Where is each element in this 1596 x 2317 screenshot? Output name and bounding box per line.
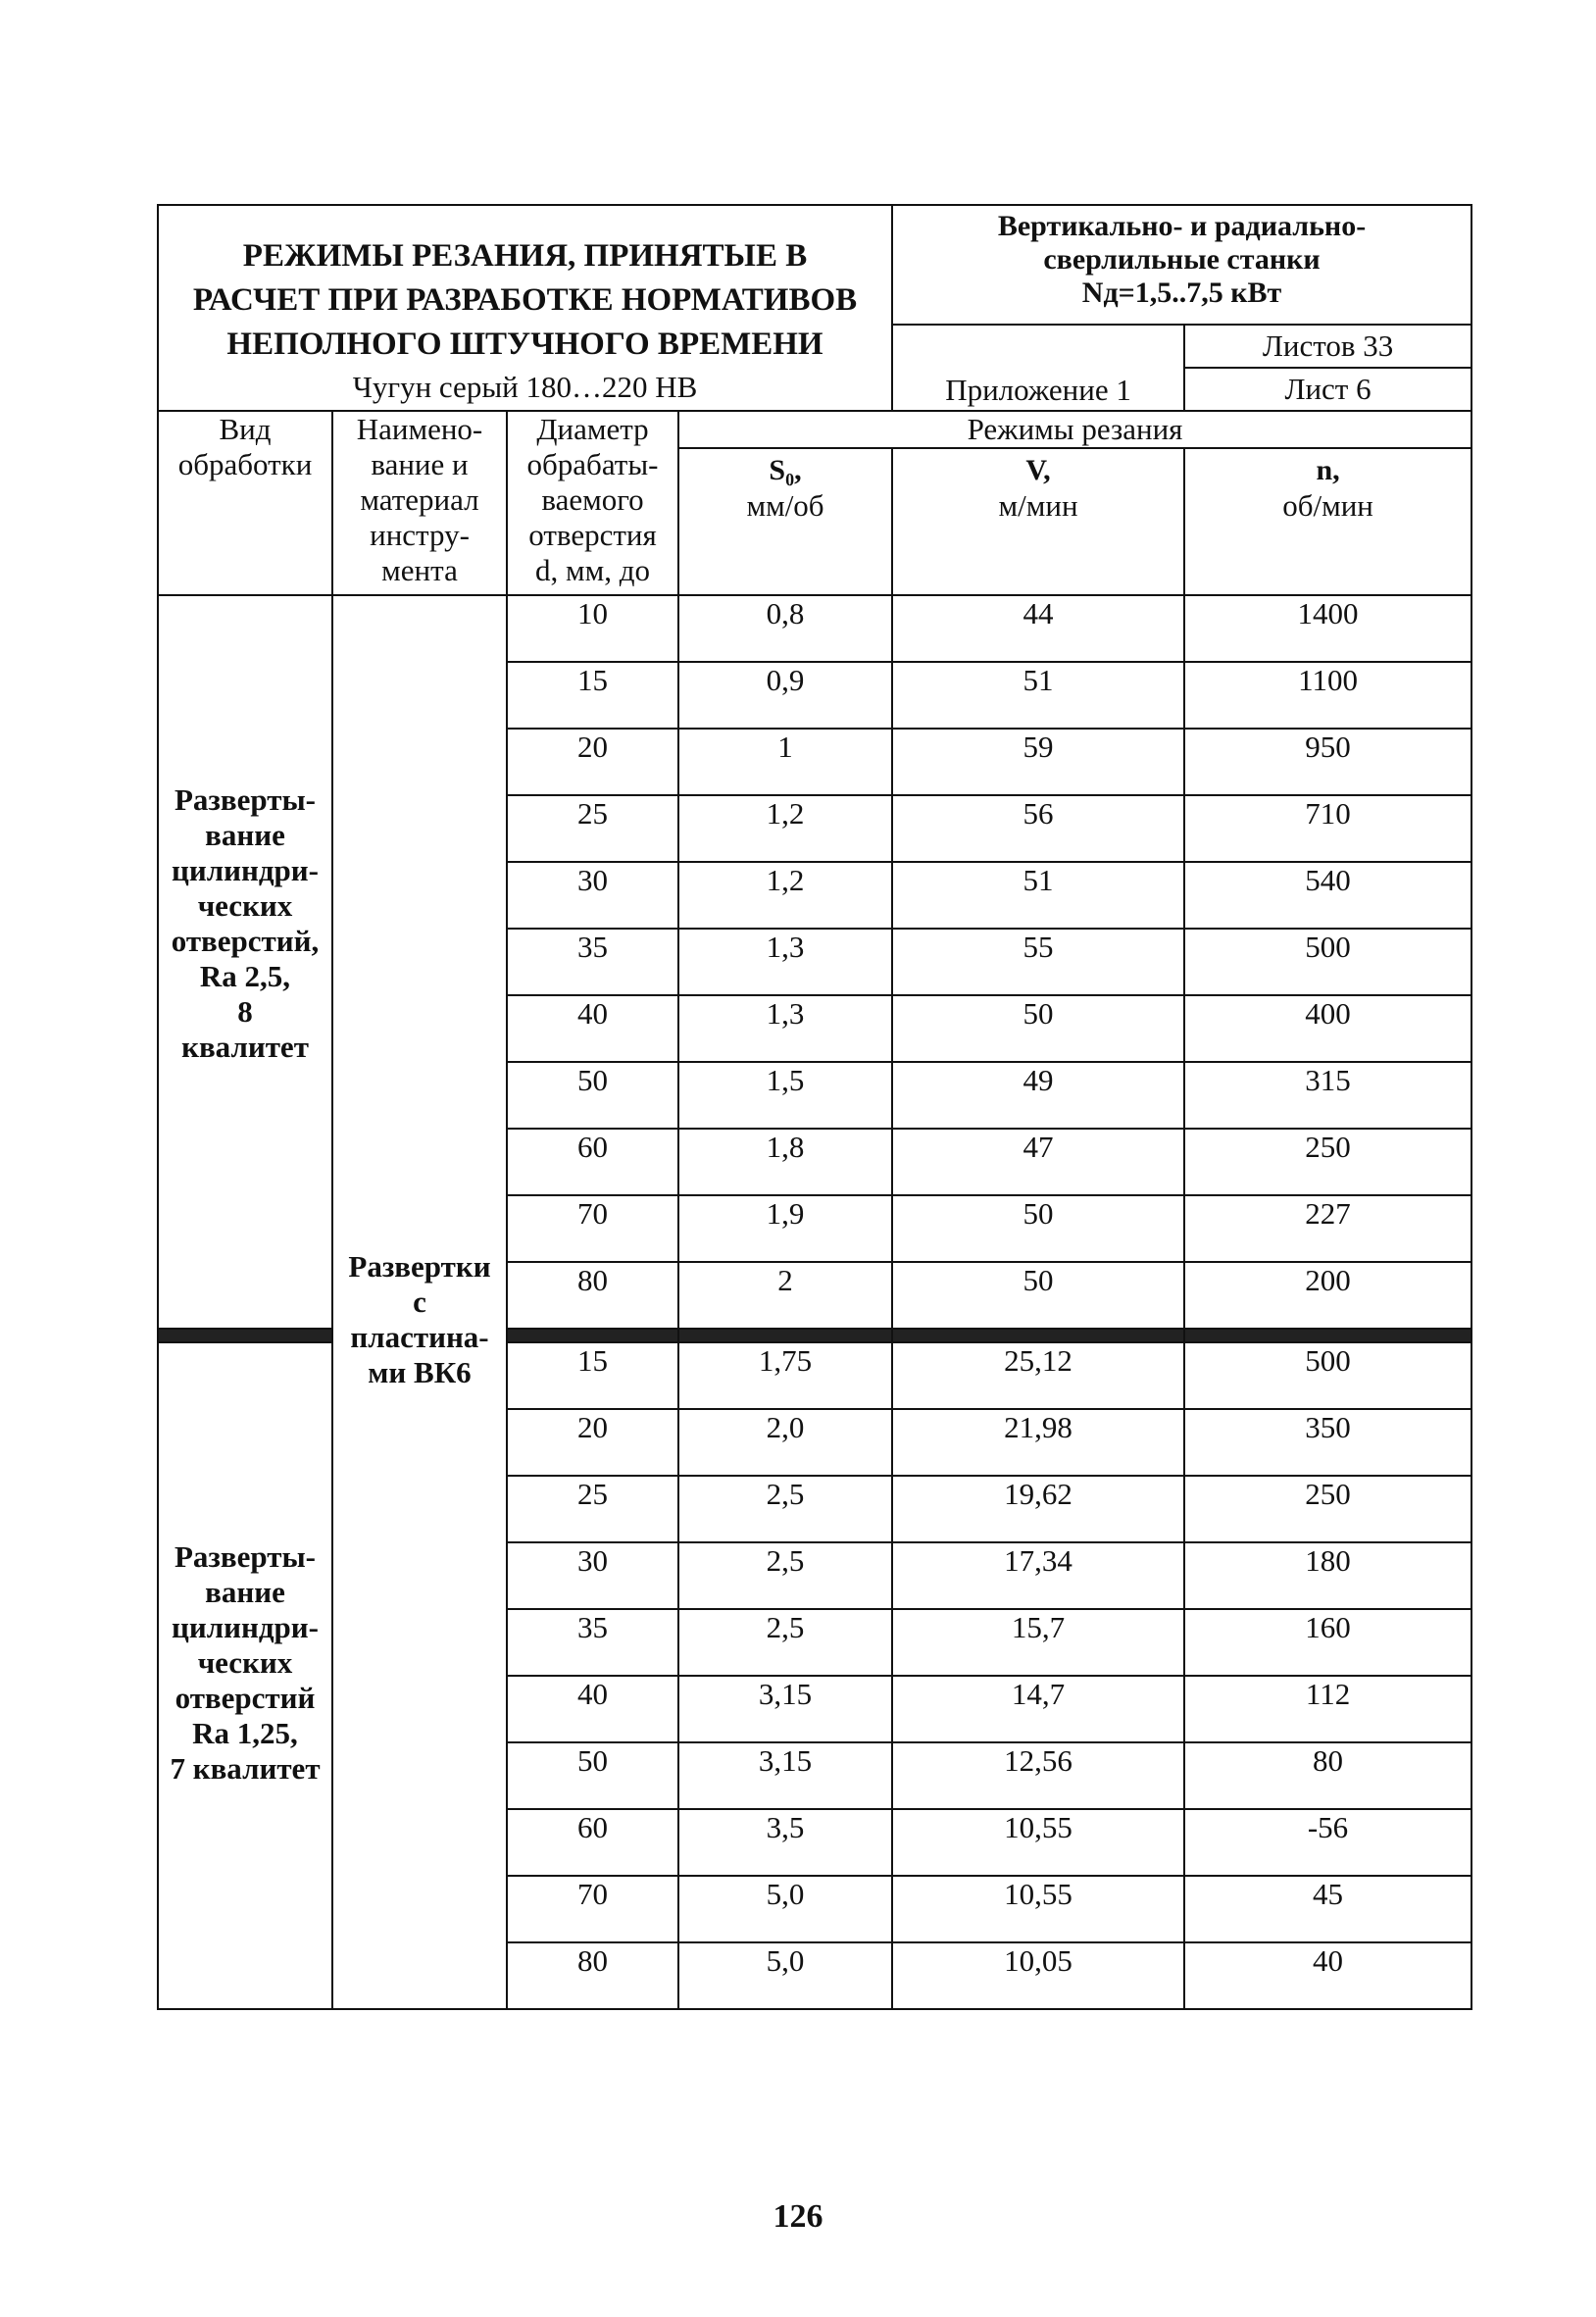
material-spec: Чугун серый 180…220 НВ xyxy=(352,369,698,404)
speed-cell: 49 xyxy=(892,1062,1184,1129)
diameter-cell: 40 xyxy=(507,1676,678,1742)
label-line: Разверты- xyxy=(175,782,316,817)
rpm-cell: 315 xyxy=(1184,1062,1471,1129)
rpm-cell: 350 xyxy=(1184,1409,1471,1476)
diameter-cell: 60 xyxy=(507,1129,678,1195)
feed-cell: 1,8 xyxy=(678,1129,892,1195)
diameter-cell: 20 xyxy=(507,1409,678,1476)
label-line: с xyxy=(413,1284,426,1319)
label-line: вание xyxy=(205,1575,285,1609)
feed-cell: 5,0 xyxy=(678,1942,892,2009)
speed-cell: 56 xyxy=(892,795,1184,862)
feed-cell: 1,2 xyxy=(678,862,892,929)
feed-cell: 1,75 xyxy=(678,1342,892,1409)
rpm-cell: 400 xyxy=(1184,995,1471,1062)
rpm-cell: 950 xyxy=(1184,729,1471,795)
sheet-number: Лист 6 xyxy=(1184,368,1471,411)
column-header-work-type: Вид обработки xyxy=(158,411,332,595)
rpm-cell: 1100 xyxy=(1184,662,1471,729)
diameter-cell: 25 xyxy=(507,1476,678,1542)
feed-cell: 1,3 xyxy=(678,929,892,995)
machine-line-2: сверлильные станки xyxy=(1043,243,1321,276)
separator-cell xyxy=(158,1329,332,1342)
speed-cell: 50 xyxy=(892,1195,1184,1262)
title-line-2: РАСЧЕТ ПРИ РАЗРАБОТКЕ НОРМАТИВОВ xyxy=(192,281,858,318)
rpm-cell: 250 xyxy=(1184,1129,1471,1195)
separator-cell xyxy=(678,1329,892,1342)
diameter-cell: 80 xyxy=(507,1262,678,1329)
column-header-modes: Режимы резания xyxy=(678,411,1471,448)
speed-cell: 47 xyxy=(892,1129,1184,1195)
speed-cell: 10,55 xyxy=(892,1809,1184,1876)
diameter-cell: 35 xyxy=(507,1609,678,1676)
diameter-cell: 70 xyxy=(507,1195,678,1262)
title-line-3: НЕПОЛНОГО ШТУЧНОГО ВРЕМЕНИ xyxy=(226,326,823,362)
column-header-tool: Наимено- вание и материал инстру- мента xyxy=(332,411,507,595)
machine-line-3: Nд=1,5..7,5 кВт xyxy=(1081,277,1282,309)
rpm-cell: 80 xyxy=(1184,1742,1471,1809)
label-line: отверстий, xyxy=(171,924,320,958)
appendix-label: Приложение 1 xyxy=(892,325,1184,411)
rpm-cell: 180 xyxy=(1184,1542,1471,1609)
feed-cell: 2,5 xyxy=(678,1609,892,1676)
diameter-cell: 70 xyxy=(507,1876,678,1942)
rpm-cell: 112 xyxy=(1184,1676,1471,1742)
table-row xyxy=(158,595,1471,662)
diameter-cell: 50 xyxy=(507,1742,678,1809)
separator-cell xyxy=(1184,1329,1471,1342)
feed-cell: 0,8 xyxy=(678,595,892,662)
diameter-cell: 20 xyxy=(507,729,678,795)
column-header-speed: V, м/мин xyxy=(892,448,1184,595)
speed-cell: 14,7 xyxy=(892,1676,1184,1742)
rpm-cell: 710 xyxy=(1184,795,1471,862)
diameter-cell: 30 xyxy=(507,862,678,929)
feed-cell: 1,5 xyxy=(678,1062,892,1129)
diameter-cell: 15 xyxy=(507,1342,678,1409)
speed-cell: 21,98 xyxy=(892,1409,1184,1476)
feed-cell: 0,9 xyxy=(678,662,892,729)
label-line: Развертки xyxy=(348,1249,491,1284)
speed-cell: 50 xyxy=(892,1262,1184,1329)
diameter-cell: 50 xyxy=(507,1062,678,1129)
diameter-cell: 10 xyxy=(507,595,678,662)
speed-cell: 12,56 xyxy=(892,1742,1184,1809)
speed-cell: 10,55 xyxy=(892,1876,1184,1942)
speed-cell: 50 xyxy=(892,995,1184,1062)
label-line: квалитет xyxy=(181,1030,309,1064)
diameter-cell: 15 xyxy=(507,662,678,729)
rpm-cell: 250 xyxy=(1184,1476,1471,1542)
feed-cell: 3,5 xyxy=(678,1809,892,1876)
column-header-diameter: Диаметр обрабаты- ваемого отверстия d, мм, до xyxy=(507,411,678,595)
label-line: ми ВК6 xyxy=(368,1355,472,1389)
speed-cell: 44 xyxy=(892,595,1184,662)
diameter-cell: 35 xyxy=(507,929,678,995)
separator-cell xyxy=(507,1329,678,1342)
machine-spec xyxy=(892,205,1471,325)
label-line: ческих xyxy=(197,888,293,923)
diameter-cell: 30 xyxy=(507,1542,678,1609)
feed-cell: 2,0 xyxy=(678,1409,892,1476)
label-line: вание xyxy=(205,818,285,852)
speed-cell: 55 xyxy=(892,929,1184,995)
label-line: Разверты- xyxy=(175,1539,316,1574)
speed-cell: 19,62 xyxy=(892,1476,1184,1542)
speed-cell: 59 xyxy=(892,729,1184,795)
speed-cell: 15,7 xyxy=(892,1609,1184,1676)
sheets-total: Листов 33 xyxy=(1184,325,1471,368)
rpm-cell: -56 xyxy=(1184,1809,1471,1876)
diameter-cell: 60 xyxy=(507,1809,678,1876)
rpm-cell: 500 xyxy=(1184,1342,1471,1409)
rpm-cell: 540 xyxy=(1184,862,1471,929)
column-header-rpm: n, об/мин xyxy=(1184,448,1471,595)
column-header-feed: S₀, мм/об xyxy=(678,448,892,595)
separator-cell xyxy=(892,1329,1184,1342)
machine-line-1: Вертикально- и радиально- xyxy=(997,210,1367,242)
rpm-cell: 45 xyxy=(1184,1876,1471,1942)
document-title-block xyxy=(158,205,892,411)
label-line: 8 xyxy=(237,994,253,1029)
label-line: 7 квалитет xyxy=(170,1751,321,1786)
speed-cell: 10,05 xyxy=(892,1942,1184,2009)
rpm-cell: 200 xyxy=(1184,1262,1471,1329)
feed-cell: 2 xyxy=(678,1262,892,1329)
label-line: цилиндри- xyxy=(172,853,319,887)
page-number: 126 xyxy=(773,2198,823,2235)
feed-cell: 1,2 xyxy=(678,795,892,862)
rpm-cell: 1400 xyxy=(1184,595,1471,662)
label-line: цилиндри- xyxy=(172,1610,319,1644)
feed-cell: 1 xyxy=(678,729,892,795)
rpm-cell: 40 xyxy=(1184,1942,1471,2009)
label-line: ческих xyxy=(197,1645,293,1680)
feed-cell: 5,0 xyxy=(678,1876,892,1942)
feed-cell: 1,9 xyxy=(678,1195,892,1262)
cutting-modes-table xyxy=(157,204,1472,2010)
label-line: Ra 2,5, xyxy=(199,959,291,993)
speed-cell: 51 xyxy=(892,862,1184,929)
speed-cell: 25,12 xyxy=(892,1342,1184,1409)
label-line: отверстий xyxy=(175,1681,316,1715)
tool-label xyxy=(332,595,507,2009)
document-title xyxy=(159,213,891,367)
rpm-cell: 160 xyxy=(1184,1609,1471,1676)
title-line-1: РЕЖИМЫ РЕЗАНИЯ, ПРИНЯТЫЕ В xyxy=(242,237,808,274)
rpm-cell: 227 xyxy=(1184,1195,1471,1262)
work-type-label xyxy=(158,595,332,1329)
speed-cell: 51 xyxy=(892,662,1184,729)
feed-cell: 3,15 xyxy=(678,1742,892,1809)
diameter-cell: 80 xyxy=(507,1942,678,2009)
diameter-cell: 25 xyxy=(507,795,678,862)
feed-cell: 1,3 xyxy=(678,995,892,1062)
label-line: пластина- xyxy=(350,1320,489,1354)
feed-cell: 2,5 xyxy=(678,1542,892,1609)
diameter-cell: 40 xyxy=(507,995,678,1062)
rpm-cell: 500 xyxy=(1184,929,1471,995)
feed-cell: 3,15 xyxy=(678,1676,892,1742)
label-line: Ra 1,25, xyxy=(192,1716,298,1750)
speed-cell: 17,34 xyxy=(892,1542,1184,1609)
feed-cell: 2,5 xyxy=(678,1476,892,1542)
work-type-label xyxy=(158,1342,332,2009)
